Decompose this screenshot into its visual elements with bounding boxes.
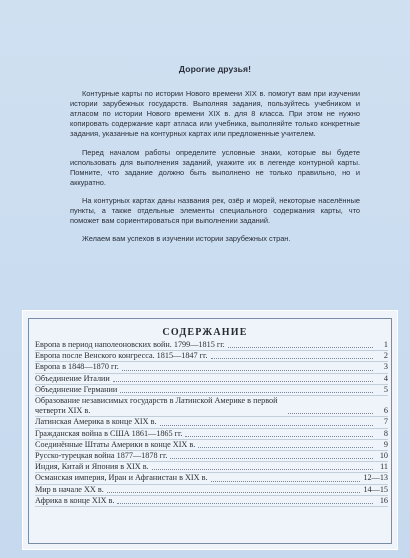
toc-item[interactable] [35, 440, 388, 451]
toc-leader-dots [107, 492, 361, 493]
toc-item[interactable] [35, 451, 388, 462]
toc-item-page: 9 [383, 439, 388, 449]
toc-item-title: Африка в конце XIX в. [35, 495, 115, 505]
toc-item-page: 7 [383, 417, 388, 427]
toc-leader-dots [198, 447, 373, 448]
toc-item-page: 11 [380, 462, 388, 472]
toc-item[interactable] [35, 462, 388, 473]
toc-item-page: 14—15 [363, 484, 388, 494]
toc-item-title: Объединение Италии [35, 373, 110, 383]
toc-item-page: 3 [383, 362, 388, 372]
toc-title: СОДЕРЖАНИЕ [162, 327, 248, 338]
toc-item[interactable] [35, 473, 388, 484]
toc-leader-dots [117, 503, 373, 504]
toc-item-page: 8 [383, 428, 388, 438]
toc-item-title: Османская империя, Иран и Афганистан в XIX в. [35, 473, 208, 483]
toc-leader-dots [228, 347, 373, 348]
toc-item[interactable] [35, 374, 388, 385]
intro-paragraph: Контурные карты по истории Нового времени XIX в. помогут вам при изучении истории зарубежных государств. Выполняя задания, пользуйтесь учебником и атласом по истории Нового времени XIX в. для 8 класса. При этом не нужно копировать содержание карт атласа или учебника, выполняйте только конкретные задания, указанные на контурных картах или предложенные учителем. [70, 89, 360, 139]
toc-leader-dots [113, 381, 373, 382]
toc-leader-dots [170, 458, 373, 459]
toc-item[interactable] [35, 396, 388, 417]
toc-leader-dots [152, 469, 373, 470]
toc-leader-dots [288, 413, 373, 414]
toc-item-title: Латинская Америка в конце XIX в. [35, 417, 157, 427]
toc-item-title: Мир в начале XX в. [35, 484, 104, 494]
toc-item-page: 12—13 [363, 473, 388, 483]
toc-item-page: 2 [383, 351, 388, 361]
toc-item-title: Образование независимых государств в Латинской Америке в первой четверти XIX в. [35, 396, 278, 416]
toc-leader-dots [211, 481, 361, 482]
toc-item-page: 1 [383, 340, 388, 349]
toc-item-title: Индия, Китай и Япония в XIX в. [35, 462, 149, 472]
toc-item[interactable] [35, 485, 388, 496]
toc-leader-dots [211, 358, 373, 359]
toc-item-title: Гражданская война в США 1861—1865 гг. [35, 428, 183, 438]
toc-item-title: Объединение Германии [35, 384, 118, 394]
toc-leader-dots [160, 425, 373, 426]
toc-item[interactable] [35, 417, 388, 428]
toc-item[interactable] [35, 351, 388, 362]
toc-item-title: Русско-турецкая война 1877—1878 гг. [35, 451, 168, 461]
toc-item[interactable] [35, 340, 388, 351]
toc-item-title: Европа в период наполеоновских войн. 1799—1815 гг. [35, 340, 225, 349]
toc-leader-dots [122, 370, 373, 371]
toc-item[interactable] [35, 496, 388, 507]
toc-item-page: 10 [379, 451, 388, 461]
toc-list [35, 340, 388, 507]
intro-paragraph: Перед началом работы определите условные знаки, которые вы будете использовать для выполнения заданий, укажите их в легенде контурной карты. Помните, что задание должно быть выполнено не только правильно, но и аккуратно. [70, 147, 360, 187]
toc-item-page: 16 [379, 495, 388, 505]
toc-item[interactable] [35, 429, 388, 440]
toc-item-page: 4 [383, 373, 388, 383]
toc-leader-dots [120, 392, 373, 393]
intro-section [70, 64, 360, 252]
intro-paragraph: На контурных картах даны названия рек, озёр и морей, некоторые населённые пункты, а также отдельные элементы специального содержания карты, что поможет вам сориентироваться при выполнении заданий. [70, 195, 360, 226]
toc-item[interactable] [35, 385, 388, 396]
intro-title: Дорогие друзья! [178, 64, 252, 74]
toc-leader-dots [185, 436, 373, 437]
toc-item-page: 5 [383, 384, 388, 394]
intro-paragraph: Желаем вам успехов в изучении истории зарубежных стран. [82, 234, 291, 244]
toc-item-page: 6 [383, 406, 388, 416]
toc-item[interactable] [35, 362, 388, 373]
toc-item-title: Европа в 1848—1870 гг. [35, 362, 119, 372]
toc-item-title: Европа после Венского конгресса. 1815—1847 гг. [35, 351, 208, 361]
toc-item-title: Соединённые Штаты Америки в конце XIX в. [35, 439, 196, 449]
